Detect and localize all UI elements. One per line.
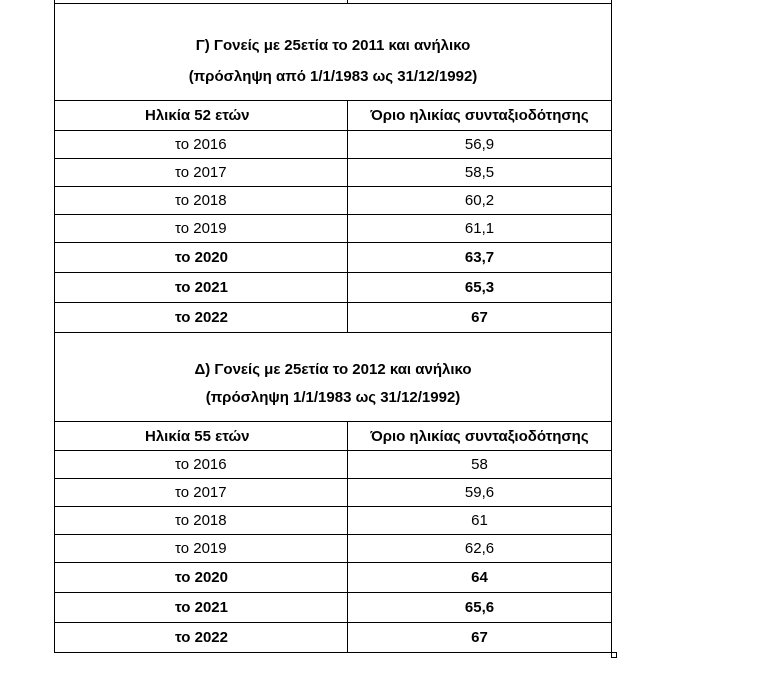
table-d-col1-header: Ηλικία 55 ετών bbox=[55, 422, 348, 451]
table-row bbox=[55, 187, 612, 215]
year-cell: το 2016 bbox=[55, 451, 348, 479]
table-row bbox=[55, 215, 612, 243]
table-row bbox=[55, 563, 612, 593]
table-header-row bbox=[55, 422, 612, 451]
table-resize-handle[interactable] bbox=[611, 652, 617, 658]
table-row bbox=[55, 303, 612, 333]
age-cell: 61,1 bbox=[348, 215, 612, 243]
table-row bbox=[55, 131, 612, 159]
age-cell: 67 bbox=[348, 623, 612, 653]
year-cell: το 2021 bbox=[55, 273, 348, 303]
age-cell: 65,3 bbox=[348, 273, 612, 303]
table-row bbox=[55, 273, 612, 303]
table-g-grid bbox=[54, 100, 612, 333]
year-cell: το 2022 bbox=[55, 303, 348, 333]
table-g-title bbox=[54, 4, 612, 100]
age-cell: 63,7 bbox=[348, 243, 612, 273]
table-row bbox=[55, 159, 612, 187]
year-cell: το 2016 bbox=[55, 131, 348, 159]
age-cell: 62,6 bbox=[348, 535, 612, 563]
table-d-title-line1: Δ) Γονείς με 25ετία το 2012 και ανήλικο bbox=[194, 361, 472, 378]
year-cell: το 2019 bbox=[55, 535, 348, 563]
age-cell: 67 bbox=[348, 303, 612, 333]
year-cell: το 2017 bbox=[55, 479, 348, 507]
age-cell: 65,6 bbox=[348, 593, 612, 623]
table-g-col1-header: Ηλικία 52 ετών bbox=[55, 101, 348, 131]
table-row bbox=[55, 507, 612, 535]
age-cell: 56,9 bbox=[348, 131, 612, 159]
age-cell: 61 bbox=[348, 507, 612, 535]
year-cell: το 2022 bbox=[55, 623, 348, 653]
pension-table-d bbox=[54, 332, 612, 653]
table-header-row bbox=[55, 101, 612, 131]
table-row bbox=[55, 243, 612, 273]
age-cell: 58,5 bbox=[348, 159, 612, 187]
table-row bbox=[55, 451, 612, 479]
table-g-title-line2: (πρόσληψη από 1/1/1983 ως 31/12/1992) bbox=[188, 68, 478, 85]
table-d-title bbox=[54, 332, 612, 421]
year-cell: το 2018 bbox=[55, 507, 348, 535]
table-row bbox=[55, 535, 612, 563]
year-cell: το 2020 bbox=[55, 243, 348, 273]
age-cell: 60,2 bbox=[348, 187, 612, 215]
age-cell: 64 bbox=[348, 563, 612, 593]
table-row bbox=[55, 479, 612, 507]
year-cell: το 2021 bbox=[55, 593, 348, 623]
pension-table-g bbox=[54, 4, 612, 333]
year-cell: το 2019 bbox=[55, 215, 348, 243]
table-d-grid bbox=[54, 421, 612, 653]
table-g-title-line1: Γ) Γονείς με 25ετία το 2011 και ανήλικο bbox=[195, 37, 471, 54]
table-row bbox=[55, 623, 612, 653]
table-d-col2-header: Όριο ηλικίας συνταξιοδότησης bbox=[348, 422, 612, 451]
age-cell: 59,6 bbox=[348, 479, 612, 507]
table-row bbox=[55, 593, 612, 623]
table-g-col2-header: Όριο ηλικίας συνταξιοδότησης bbox=[348, 101, 612, 131]
table-d-title-line2: (πρόσληψη 1/1/1983 ως 31/12/1992) bbox=[205, 389, 461, 406]
year-cell: το 2018 bbox=[55, 187, 348, 215]
year-cell: το 2020 bbox=[55, 563, 348, 593]
age-cell: 58 bbox=[348, 451, 612, 479]
year-cell: το 2017 bbox=[55, 159, 348, 187]
